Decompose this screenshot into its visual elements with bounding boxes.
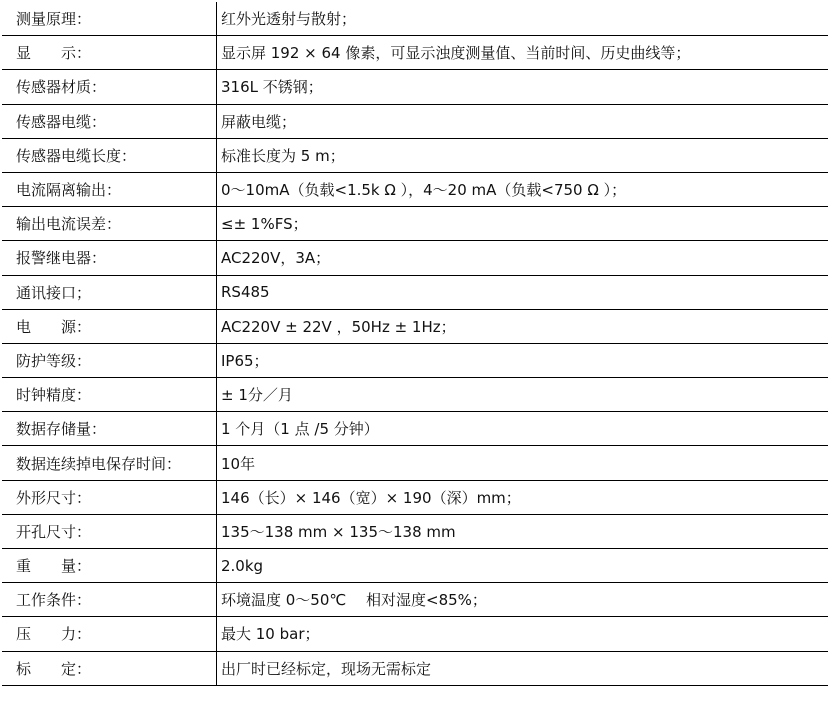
spec-row-calibration <box>2 651 828 685</box>
spec-row-display <box>2 36 828 70</box>
spec-row-alarm-relay <box>2 241 828 275</box>
spec-value: 316L 不锈钢； <box>217 70 829 104</box>
spec-value: ≤± 1%FS； <box>217 207 829 241</box>
spec-row-output-error <box>2 207 828 241</box>
spec-row-pressure <box>2 617 828 651</box>
spec-table <box>2 2 828 686</box>
spec-value: 1 个月（1 点 /5 分钟） <box>217 412 829 446</box>
spec-row-power <box>2 309 828 343</box>
spec-label: 测量原理： <box>2 2 217 36</box>
spec-label: 开孔尺寸： <box>2 514 217 548</box>
spec-row-measuring-principle <box>2 2 828 36</box>
spec-row-sensor-cable <box>2 104 828 138</box>
spec-value: 显示屏 192 × 64 像素，可显示浊度测量值、当前时间、历史曲线等； <box>217 36 829 70</box>
spec-label: 传感器材质： <box>2 70 217 104</box>
spec-value: 10年 <box>217 446 829 480</box>
spec-row-weight <box>2 549 828 583</box>
spec-value: AC220V，3A； <box>217 241 829 275</box>
spec-row-sensor-material <box>2 70 828 104</box>
spec-row-dimensions <box>2 480 828 514</box>
spec-label: 数据连续掉电保存时间： <box>2 446 217 480</box>
spec-value: RS485 <box>217 275 829 309</box>
spec-row-cable-length <box>2 138 828 172</box>
spec-label: 防护等级： <box>2 343 217 377</box>
spec-row-isolated-output <box>2 172 828 206</box>
spec-label: 数据存储量： <box>2 412 217 446</box>
spec-value: 135～138 mm × 135～138 mm <box>217 514 829 548</box>
spec-label: 电 源： <box>2 309 217 343</box>
spec-value: 屏蔽电缆； <box>217 104 829 138</box>
spec-label: 输出电流误差： <box>2 207 217 241</box>
spec-label: 重 量： <box>2 549 217 583</box>
spec-value: ± 1分／月 <box>217 378 829 412</box>
spec-value: 环境温度 0～50℃ 相对湿度<85%； <box>217 583 829 617</box>
spec-value: AC220V ± 22V ，50Hz ± 1Hz； <box>217 309 829 343</box>
spec-label: 电流隔离输出： <box>2 172 217 206</box>
spec-label: 通讯接口； <box>2 275 217 309</box>
spec-row-working-conditions <box>2 583 828 617</box>
spec-label: 时钟精度： <box>2 378 217 412</box>
spec-label: 压 力： <box>2 617 217 651</box>
spec-label: 传感器电缆： <box>2 104 217 138</box>
spec-row-protection-class <box>2 343 828 377</box>
spec-value: 146（长）× 146（宽）× 190（深）mm； <box>217 480 829 514</box>
spec-row-clock-accuracy <box>2 378 828 412</box>
spec-row-comm-interface <box>2 275 828 309</box>
spec-value: 出厂时已经标定，现场无需标定 <box>217 651 829 685</box>
spec-label: 传感器电缆长度： <box>2 138 217 172</box>
spec-label: 标 定： <box>2 651 217 685</box>
spec-value: 标准长度为 5 m； <box>217 138 829 172</box>
spec-label: 显 示： <box>2 36 217 70</box>
spec-value: 红外光透射与散射； <box>217 2 829 36</box>
spec-row-cutout-size <box>2 514 828 548</box>
spec-row-data-storage <box>2 412 828 446</box>
spec-row-data-retention <box>2 446 828 480</box>
spec-value: 最大 10 bar； <box>217 617 829 651</box>
spec-table-body <box>2 2 828 685</box>
spec-label: 报警继电器： <box>2 241 217 275</box>
spec-label: 工作条件： <box>2 583 217 617</box>
spec-value: 0～10mA（负载<1.5k Ω ），4～20 mA（负载<750 Ω ）； <box>217 172 829 206</box>
spec-value: IP65； <box>217 343 829 377</box>
spec-value: 2.0kg <box>217 549 829 583</box>
spec-label: 外形尺寸： <box>2 480 217 514</box>
